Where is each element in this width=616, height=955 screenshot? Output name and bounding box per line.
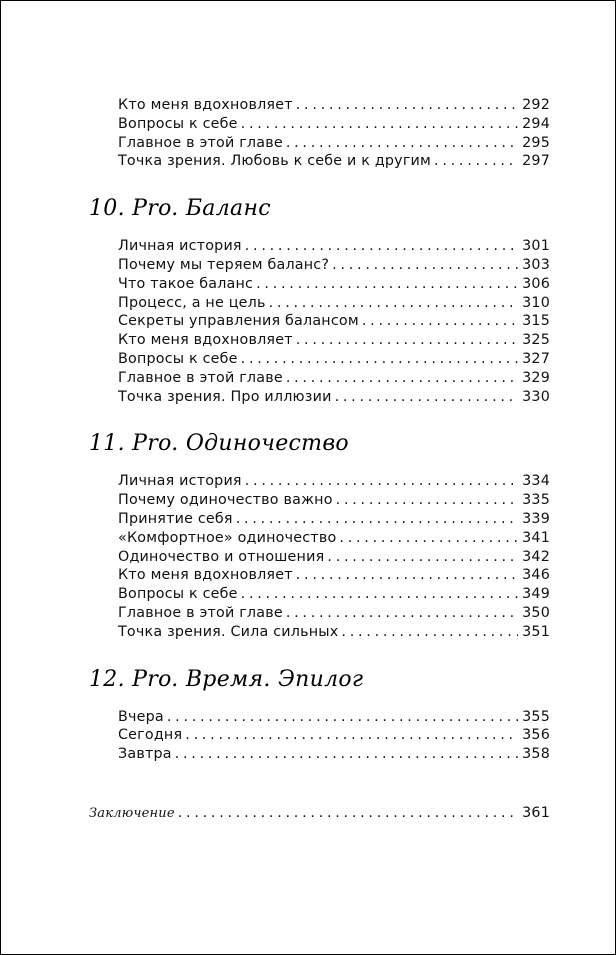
toc-leader-dots [335, 389, 519, 405]
toc-entry-title: Вопросы к себе [118, 350, 238, 367]
toc-entry[interactable] [118, 257, 550, 276]
toc-leader-dots [332, 257, 518, 273]
toc-entry[interactable] [118, 624, 550, 643]
toc-entry-page: 358 [522, 746, 550, 763]
toc-entry[interactable] [118, 530, 550, 549]
toc-entry-page: 361 [522, 804, 550, 821]
toc-leader-dots [241, 586, 518, 602]
toc-entry-title: Главное в этой главе [118, 604, 283, 621]
toc-entry[interactable] [118, 97, 550, 116]
toc-leader-dots [336, 492, 518, 508]
toc-entry-title: Главное в этой главе [118, 369, 283, 386]
toc-entry-page: 329 [522, 369, 550, 386]
toc-entry-page: 292 [522, 97, 550, 113]
toc-entry-title: Почему мы теряем баланс? [118, 256, 330, 273]
toc-leader-dots [175, 746, 518, 762]
toc-entry-conclusion[interactable] [89, 805, 550, 824]
toc-entry[interactable] [118, 370, 550, 389]
toc-entry-page: 310 [522, 294, 550, 311]
toc-entry-page: 294 [522, 115, 550, 132]
toc-entry[interactable] [118, 511, 550, 530]
toc-entry-page: 346 [522, 567, 550, 584]
toc-entry-title: Одиночество и отношения [118, 548, 325, 565]
toc-leader-dots [167, 709, 518, 725]
chapter-heading[interactable]: 11. Pro. Одиночество [89, 431, 349, 457]
toc-entry-page: 327 [522, 350, 550, 367]
toc-entry[interactable] [118, 549, 550, 568]
toc-leader-dots [286, 605, 518, 621]
toc-leader-dots [245, 238, 518, 254]
toc-entry[interactable] [118, 746, 550, 765]
table-of-contents [89, 97, 550, 824]
toc-leader-dots [236, 511, 518, 527]
toc-chapter-11 [89, 427, 550, 642]
toc-entry-title: Личная история [118, 238, 242, 255]
toc-top-section [89, 97, 550, 172]
toc-entry[interactable] [118, 709, 550, 728]
toc-chapter-10 [89, 192, 550, 407]
toc-entry-page: 301 [522, 238, 550, 255]
chapter-heading[interactable]: 12. Pro. Время. Эпилог [89, 666, 364, 692]
toc-entry-page: 334 [522, 473, 550, 490]
toc-entry[interactable] [118, 295, 550, 314]
toc-chapter-12 [89, 663, 550, 765]
toc-entry-title: Секреты управления балансом [118, 313, 359, 330]
toc-entry-title: Заключение [89, 805, 175, 821]
toc-leader-dots [296, 332, 518, 348]
toc-leader-dots [339, 530, 518, 546]
toc-entry-page: 315 [522, 313, 550, 330]
toc-entry-page: 335 [522, 492, 550, 509]
toc-leader-dots [185, 727, 518, 743]
toc-leader-dots [434, 153, 518, 169]
toc-entry[interactable] [118, 313, 550, 332]
toc-leader-dots [256, 276, 518, 292]
toc-entry-title: Точка зрения. Любовь к себе и к другим [118, 153, 432, 170]
toc-entry-title: Почему одиночество важно [118, 492, 333, 509]
toc-leader-dots [269, 295, 519, 311]
toc-leader-dots [296, 567, 518, 583]
toc-entry-title: Сегодня [118, 727, 183, 744]
toc-entry[interactable] [118, 605, 550, 624]
toc-entry[interactable] [118, 727, 550, 746]
toc-entry-title: Точка зрения. Сила сильных [118, 623, 339, 640]
toc-entry-page: 355 [522, 708, 550, 725]
toc-leader-dots [241, 116, 518, 132]
toc-entry[interactable] [118, 332, 550, 351]
toc-entry-title: Кто меня вдохновляет [118, 567, 293, 584]
toc-leader-dots [245, 473, 518, 489]
chapter-heading[interactable]: 10. Pro. Баланс [89, 196, 271, 222]
toc-entry-page: 325 [522, 332, 550, 349]
toc-leader-dots [296, 97, 518, 113]
toc-entry[interactable] [118, 116, 550, 135]
toc-entry[interactable] [118, 389, 550, 408]
toc-entry[interactable] [118, 586, 550, 605]
toc-entry-title: Кто меня вдохновляет [118, 332, 293, 349]
toc-conclusion [89, 805, 550, 824]
toc-leader-dots [241, 351, 518, 367]
toc-entry-page: 342 [522, 548, 550, 565]
toc-entry[interactable] [118, 276, 550, 295]
toc-entry-title: Вчера [118, 708, 164, 725]
toc-entry-page: 303 [522, 256, 550, 273]
toc-entry-page: 330 [522, 388, 550, 405]
toc-entry-page: 295 [522, 134, 550, 151]
toc-entry-title: Процесс, а не цель [118, 294, 266, 311]
toc-entry[interactable] [118, 238, 550, 257]
toc-entry-title: Принятие себя [118, 510, 233, 527]
toc-entry[interactable] [118, 135, 550, 154]
toc-entry[interactable] [118, 473, 550, 492]
toc-entry-title: Точка зрения. Про иллюзии [118, 388, 332, 405]
toc-leader-dots [286, 135, 518, 151]
toc-entry-title: Вопросы к себе [118, 115, 238, 132]
toc-entry-title: Кто меня вдохновляет [118, 97, 293, 113]
toc-entry-page: 351 [522, 623, 550, 640]
toc-leader-dots [341, 624, 518, 640]
toc-leader-dots [286, 370, 518, 386]
toc-entry-title: Что такое баланс [118, 275, 254, 292]
toc-leader-dots [362, 313, 518, 329]
toc-entry-page: 339 [522, 510, 550, 527]
toc-entry-page: 349 [522, 586, 550, 603]
toc-entry-page: 350 [522, 604, 550, 621]
toc-entry-page: 341 [522, 529, 550, 546]
toc-entry-title: Личная история [118, 473, 242, 490]
toc-entry-title: Вопросы к себе [118, 586, 238, 603]
toc-entry-title: «Комфортное» одиночество [118, 529, 337, 546]
toc-entry-page: 356 [522, 727, 550, 744]
toc-entry[interactable] [118, 567, 550, 586]
toc-entry-page: 306 [522, 275, 550, 292]
toc-leader-dots [327, 549, 518, 565]
toc-entry[interactable] [118, 153, 550, 172]
toc-entry[interactable] [118, 351, 550, 370]
toc-entry-title: Главное в этой главе [118, 134, 283, 151]
toc-entry[interactable] [118, 492, 550, 511]
toc-entry-page: 297 [522, 153, 550, 170]
toc-entry-title: Завтра [118, 746, 172, 763]
toc-leader-dots [178, 805, 518, 821]
